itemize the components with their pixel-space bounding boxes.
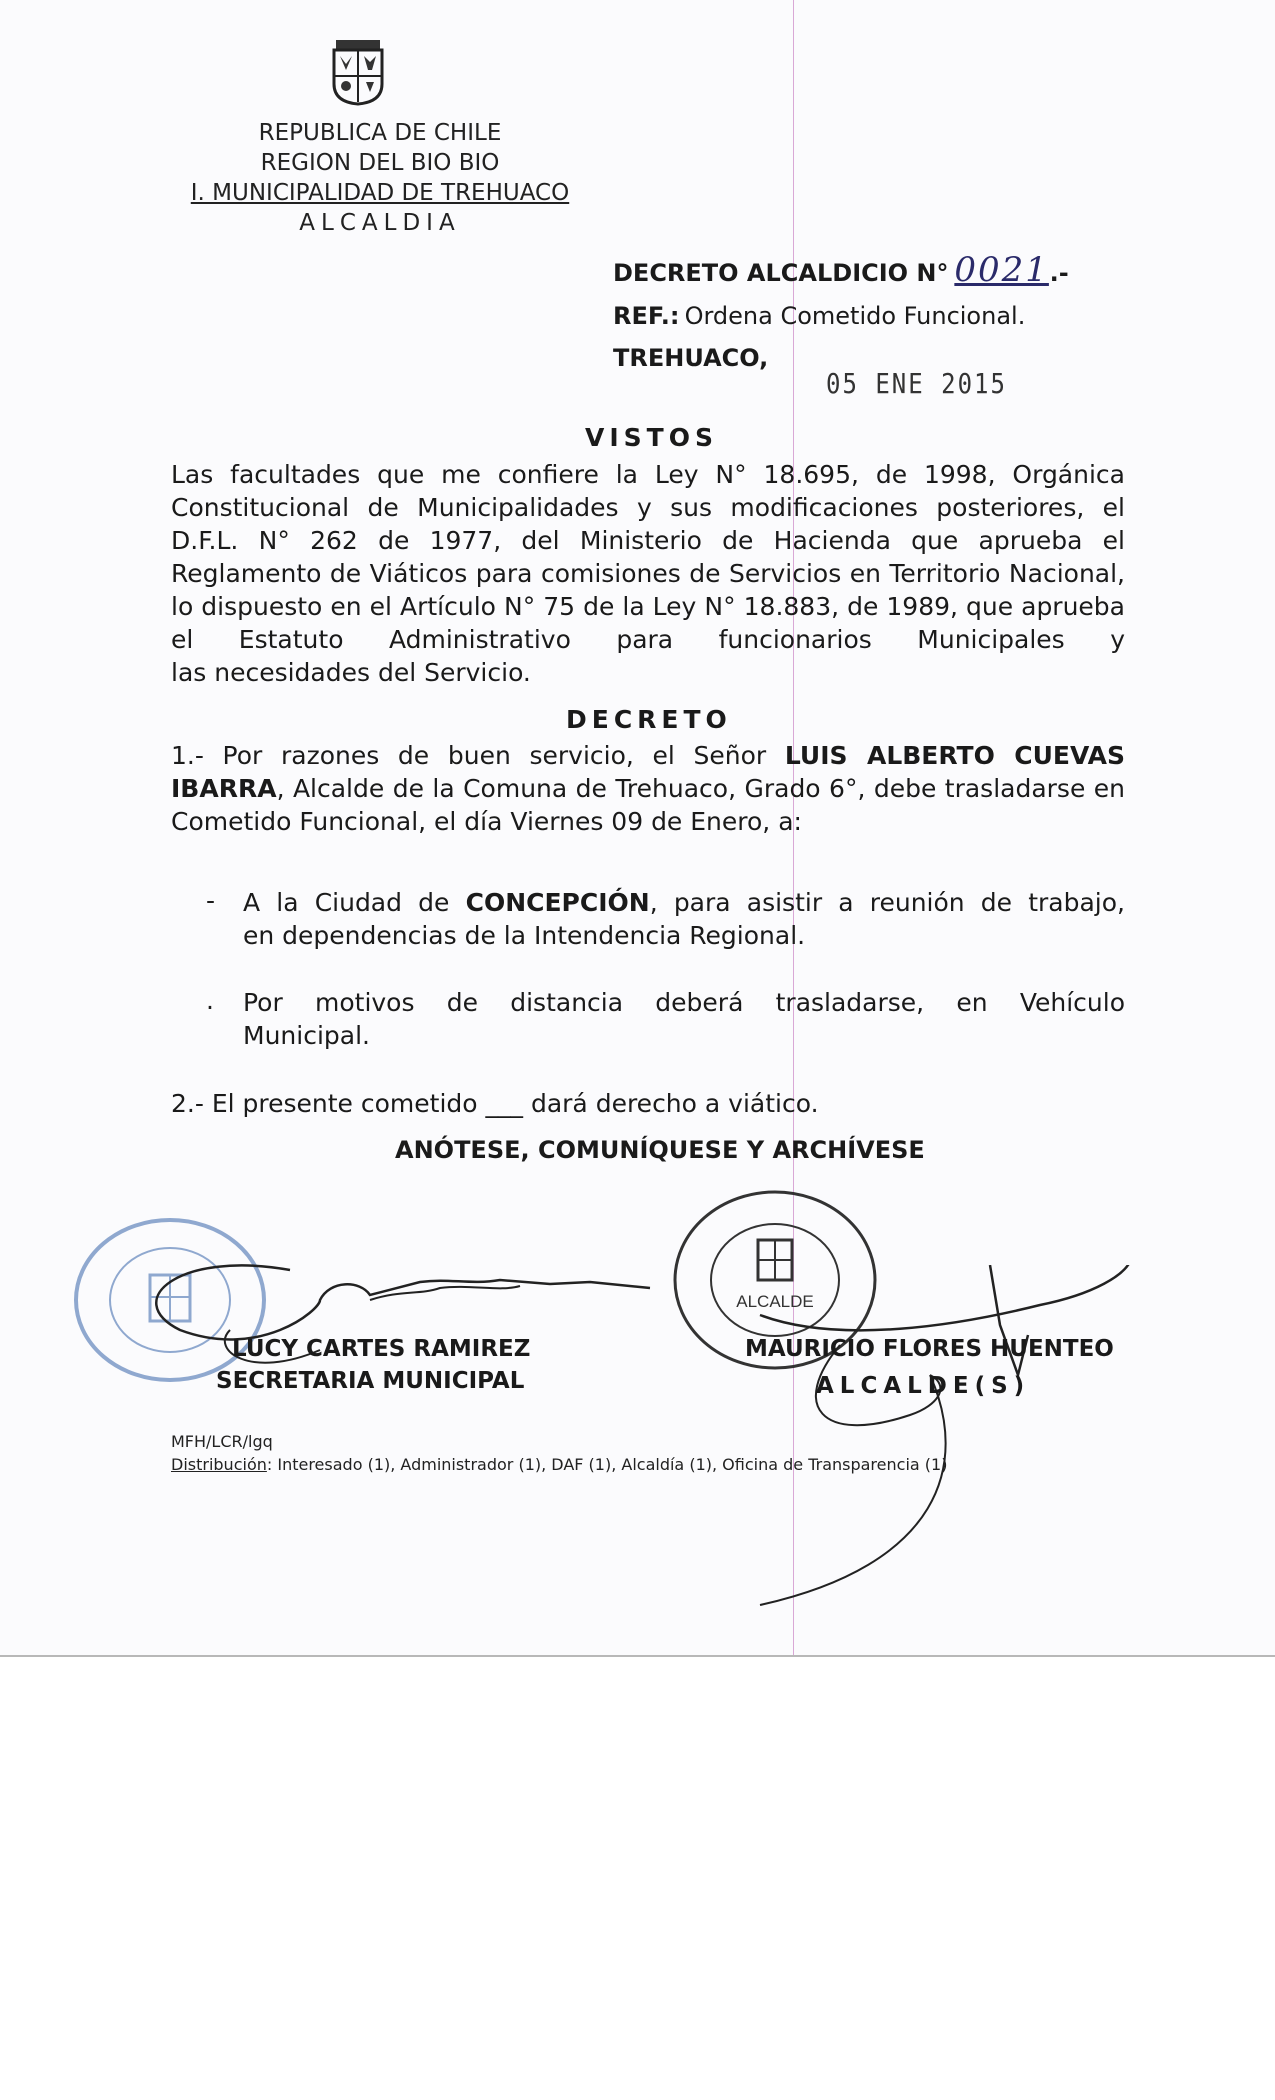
item1-rest: , Alcalde de la Comuna de Trehuaco, Grado 6°, debe trasladarse en bbox=[276, 774, 1125, 803]
decree-number-value: 0021 bbox=[954, 250, 1049, 290]
decreto-bullet-2 bbox=[243, 986, 1125, 1052]
decreto-item-2 bbox=[171, 1089, 819, 1118]
item1-prefix: 1.- Por razones de buen servicio, el Señor bbox=[171, 741, 767, 770]
decree-number-line bbox=[613, 250, 1069, 290]
item2-prefix: 2.- El presente cometido bbox=[171, 1089, 478, 1118]
decree-ref-line bbox=[613, 302, 1025, 330]
distribution-text: : Interesado (1), Administrador (1), DAF (1), Alcaldía (1), Oficina de Transparencia (1) bbox=[266, 1455, 948, 1474]
header-country: REPUBLICA DE CHILE bbox=[258, 120, 502, 146]
vistos-text: Las facultades que me confiere la Ley N° 18.695, de 1998, Orgánica Constitucional de Municipalidades y sus modificaciones posteriores, el D.F.L. N° 262 de 1977, del Ministerio de Hacienda que aprueba el Reglamento de Viáticos para comisiones de Servicios en Territorio Nacional, lo dispuesto en el Artículo N° 75 de la Ley N° 18.883, de 1989, que aprueba el Estatuto Administrativo para funcionarios Municipales y bbox=[171, 460, 1125, 654]
item1-name: LUIS ALBERTO CUEVAS IBARRA bbox=[171, 741, 1125, 803]
date-stamp: 05 ENE 2015 bbox=[826, 367, 1007, 401]
header-municipality: I. MUNICIPALIDAD DE TREHUACO bbox=[190, 180, 570, 206]
decreto-title: DECRETO bbox=[566, 705, 732, 734]
ref-label: REF.: bbox=[613, 302, 680, 330]
decreto-bullet-1 bbox=[243, 886, 1125, 952]
bullet2-last: Municipal. bbox=[243, 1021, 370, 1050]
bullet1-last: en dependencias de la Intendencia Regional. bbox=[243, 921, 806, 950]
header-region: REGION DEL BIO BIO bbox=[260, 150, 500, 176]
bullet1-rest: , para asistir a reunión de trabajo, bbox=[649, 888, 1125, 917]
bullet2-text: Por motivos de distancia deberá trasladarse, en Vehículo bbox=[243, 988, 1125, 1017]
bullet1-prefix: A la Ciudad de bbox=[243, 888, 450, 917]
mayor-stamp-center-text: ALCALDE bbox=[736, 1292, 814, 1311]
secretary-name: LUCY CARTES RAMIREZ bbox=[232, 1336, 531, 1362]
decree-number-suffix: .- bbox=[1049, 259, 1069, 287]
decree-place: TREHUACO, bbox=[613, 344, 769, 372]
header-office: ALCALDIA bbox=[299, 210, 461, 236]
mayor-title: ALCALDE(S) bbox=[816, 1373, 1031, 1399]
vistos-title: VISTOS bbox=[585, 423, 718, 452]
item2-blank: ___ bbox=[485, 1089, 524, 1118]
secretary-title: SECRETARIA MUNICIPAL bbox=[216, 1368, 525, 1394]
bullet-1-dash: - bbox=[206, 886, 216, 915]
vistos-text-last: las necesidades del Servicio. bbox=[171, 658, 531, 687]
distribution-line bbox=[171, 1455, 947, 1474]
bullet-2-dash: . bbox=[206, 986, 214, 1015]
mayor-name: MAURICIO FLORES HUENTEO bbox=[745, 1336, 1114, 1362]
ref-text: Ordena Cometido Funcional. bbox=[684, 302, 1026, 330]
decree-number-label: DECRETO ALCALDICIO N° bbox=[613, 259, 949, 287]
closing-formula: ANÓTESE, COMUNÍQUESE Y ARCHÍVESE bbox=[395, 1136, 925, 1164]
municipal-crest-icon bbox=[326, 38, 390, 106]
initials: MFH/LCR/lgq bbox=[171, 1432, 273, 1451]
item2-rest: dará derecho a viático. bbox=[530, 1089, 819, 1118]
bullet1-city: CONCEPCIÓN bbox=[465, 888, 650, 917]
vistos-paragraph bbox=[171, 458, 1125, 689]
distribution-label: Distribución bbox=[171, 1455, 267, 1474]
item1-last: Cometido Funcional, el día Viernes 09 de Enero, a: bbox=[171, 807, 802, 836]
decreto-item-1 bbox=[171, 739, 1125, 838]
